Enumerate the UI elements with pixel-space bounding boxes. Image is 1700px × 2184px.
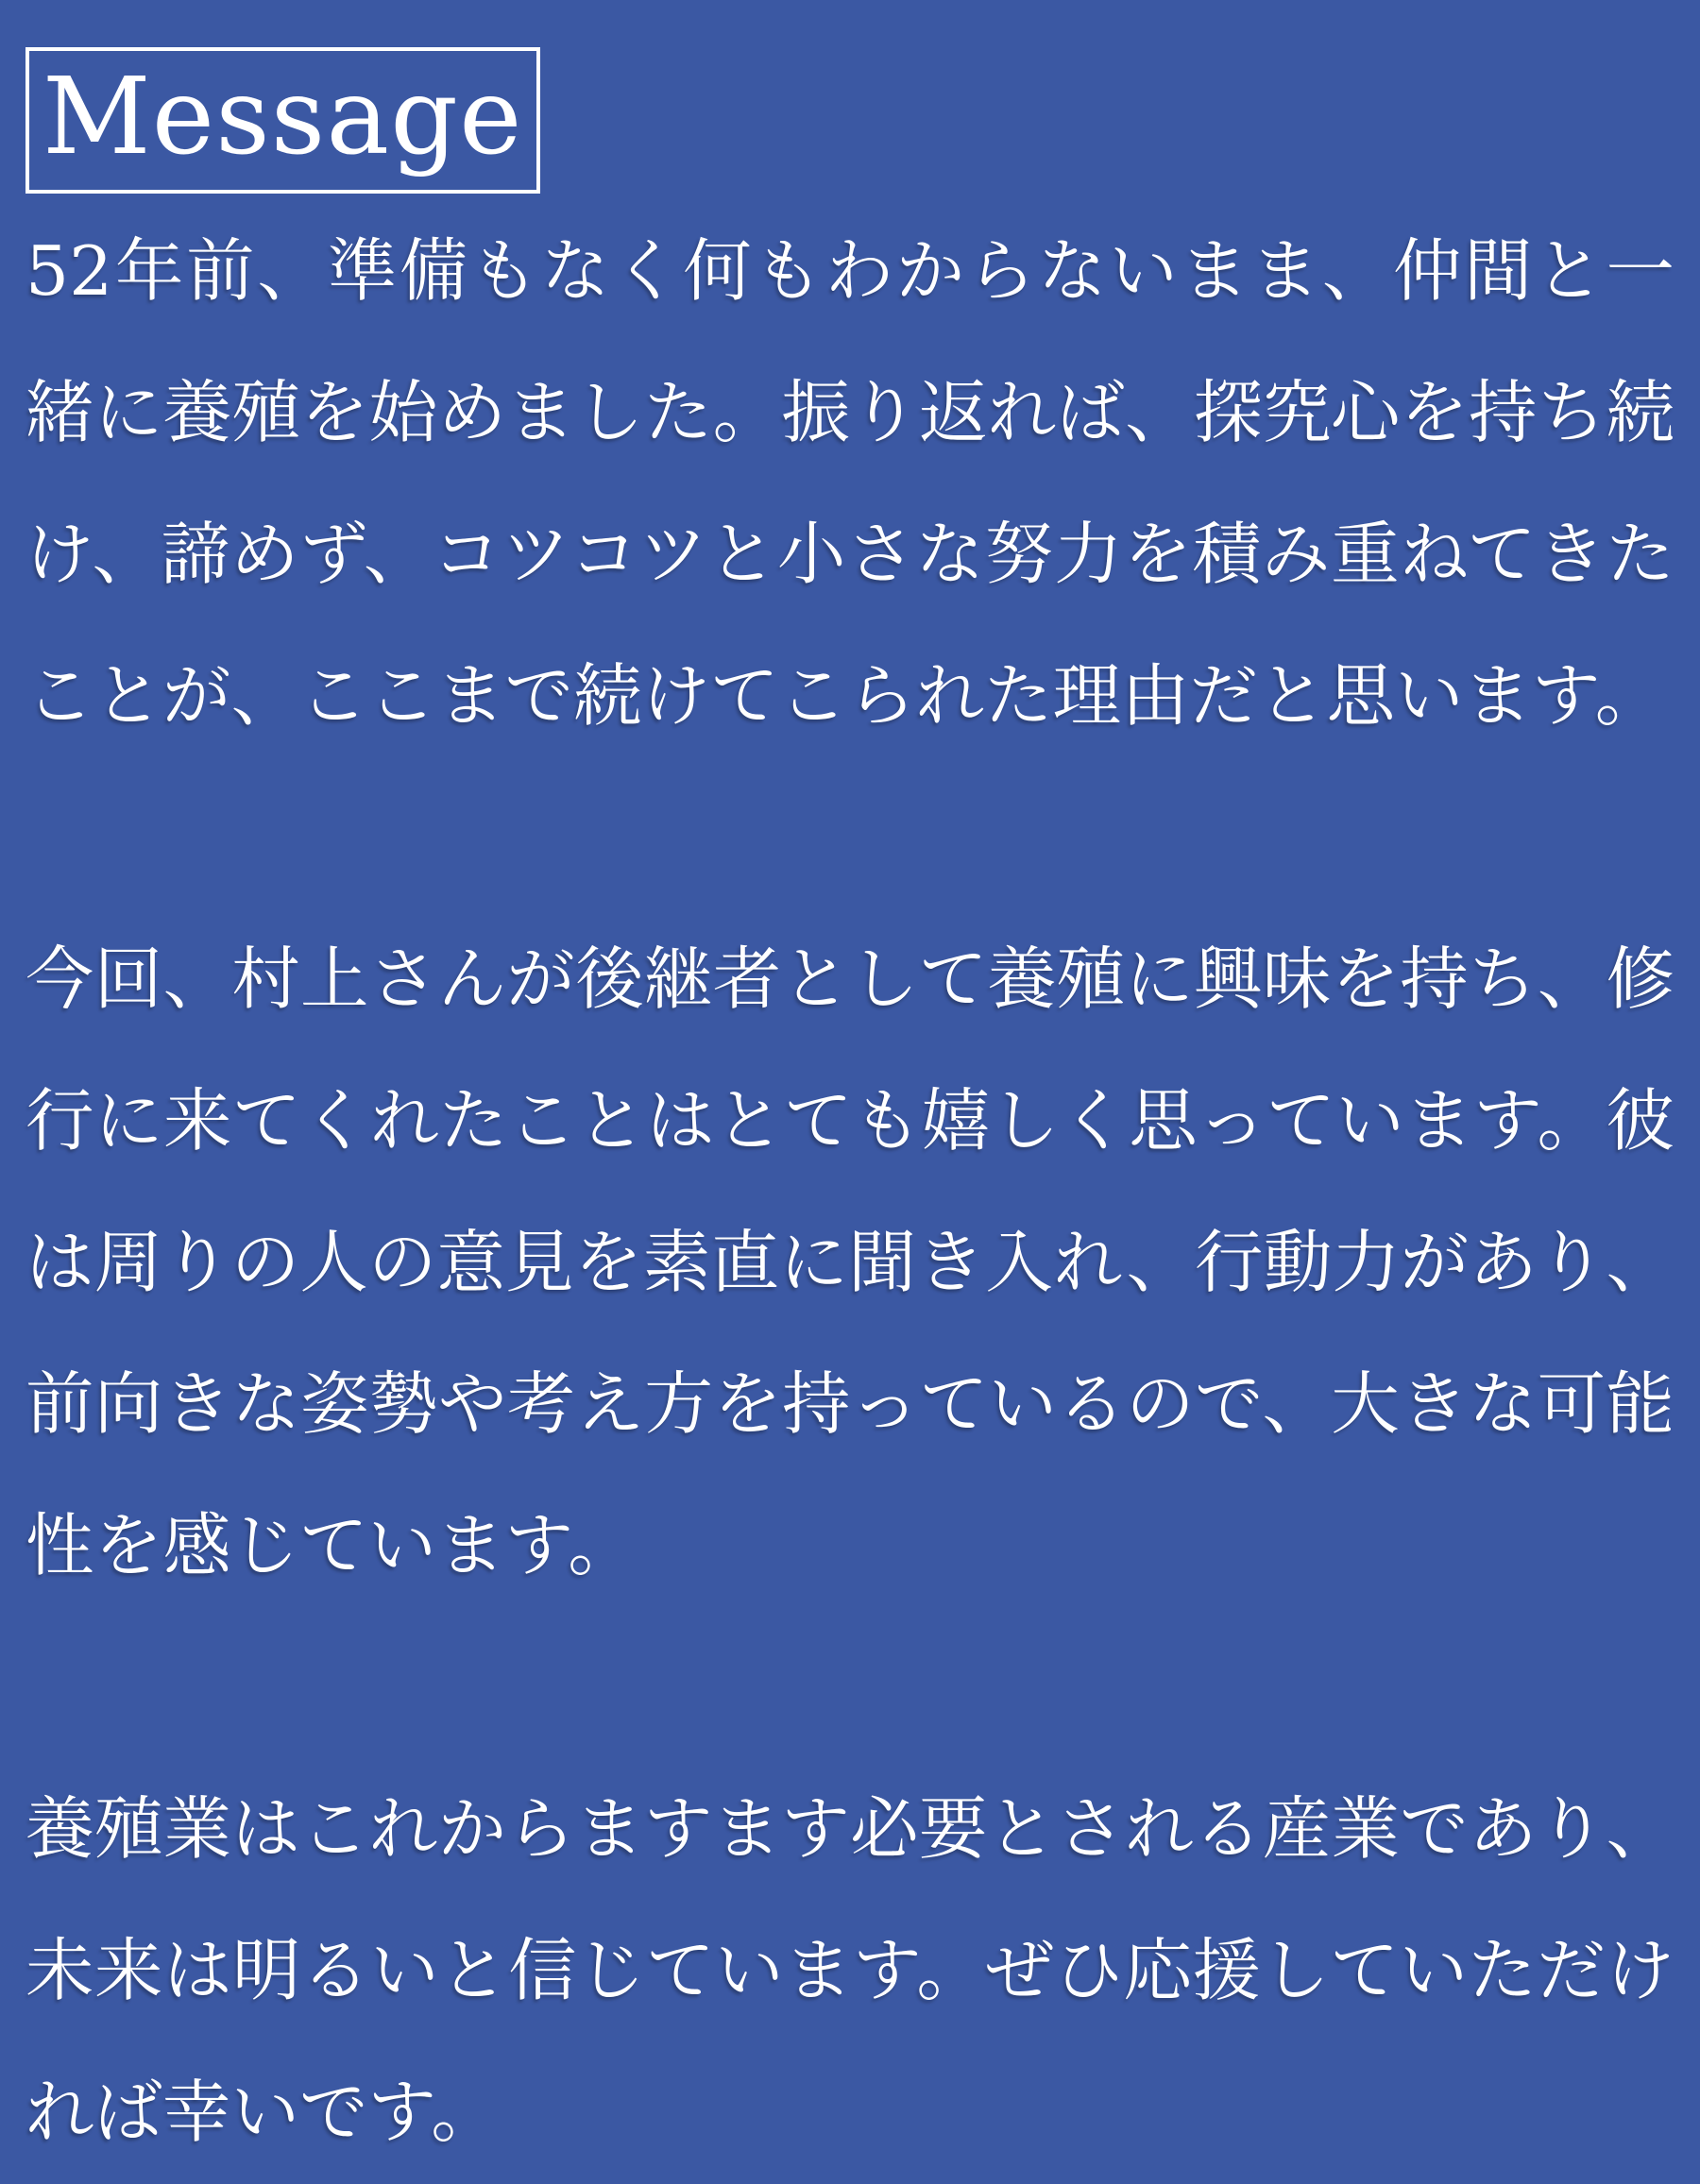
message-paragraph-2: 今回、村上さんが後継者として養殖に興味を持ち、修行に来てくれたことはとても嬉しく思っています。彼は周りの人の意見を素直に聞き入れ、行動力があり、前向きな姿勢や考え方を持っているので、大きな可能性を感じています。 xyxy=(26,940,1674,1586)
message-paragraph-3: 養殖業はこれからますます必要とされる産業であり、未来は明るいと信じています。ぜひ応援していただければ幸いです。 xyxy=(26,1789,1674,2153)
message-title: Message xyxy=(42,56,523,178)
message-title-box xyxy=(26,47,540,194)
message-paragraph-1: 52年前、準備もなく何もわからないまま、仲間と一緒に養殖を始めました。振り返れば、探究心を持ち続け、諦めず、コツコツと小さな努力を積み重ねてきたことが、ここまで続けてこられた理由だと思います。 xyxy=(26,231,1674,736)
